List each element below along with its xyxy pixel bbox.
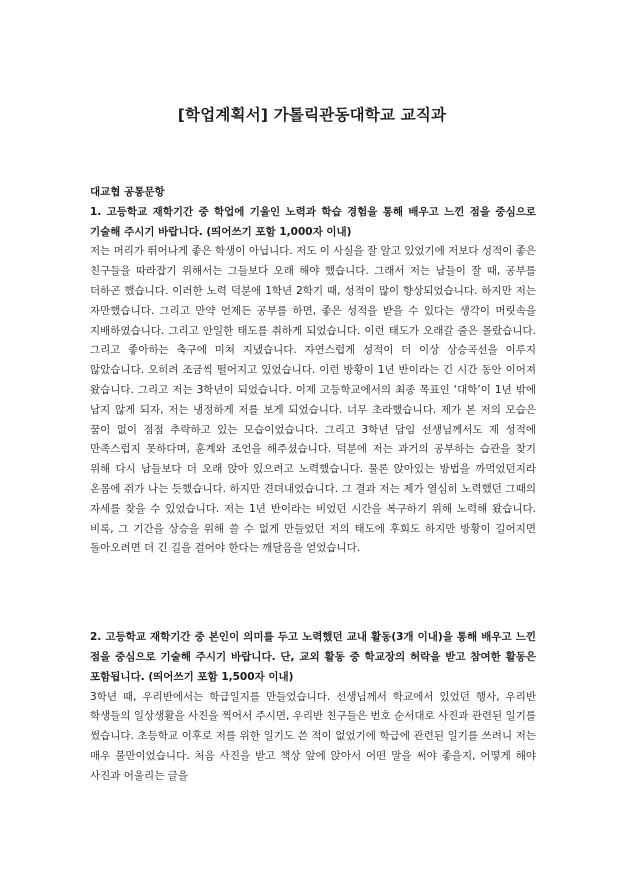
document-title: [학업계획서] 가톨릭관동대학교 교직과 [177, 106, 447, 124]
section-spacer [90, 559, 536, 628]
document-body [90, 183, 536, 787]
answer-1: 저는 머리가 뛰어나게 좋은 학생이 아닙니다. 저도 이 사실을 잘 알고 있었기에 저보다 성적이 좋은 친구들을 따라잡기 위해서는 그들보다 오래 해야 했습니다. 그래서 저는 남들이 잘 때, 공부를 더하곤 했습니다. 이러한 노력 덕분에 1학년 2학기 때, 성적이 많이 향상되었습니다. 하지만 저는 자만했습니다. 그리고 만약 언제든 공부를 하면, 좋은 성적을 받을 수 있다는 생각이 머릿속을 지배하였습니다. 그리고 안일한 태도를 취하게 되었습니다. 이런 태도가 오래갈 줄은 몰랐습니다. 그리고 좋아하는 축구에 미쳐 지냈습니다. 자연스럽게 성적이 더 이상 상승곡선을 이루지 않았습니다. 오히려 조금씩 떨어지고 있었습니다. 이런 방황이 1년 반이라는 긴 시간 동안 이어져 왔습니다. 그리고 저는 3학년이 되었습니다. 이제 고등학교에서의 최종 목표인 ‘대학’이 1년 밖에 남지 않게 되자, 저는 냉정하게 저를 보게 되었습니다. 너무 초라했습니다. 제가 본 저의 모습은 꿈이 없이 점점 추락하고 있는 모습이었습니다. 그리고 3학년 담임 선생님께서도 제 성적에 만족스럽지 못하다며, 훈계와 조언을 해주셨습니다. 덕분에 저는 과거의 공부하는 습관을 찾기 위해 다시 남들보다 더 오래 앉아 있으려고 노력했습니다. 물론 앉아있는 방법을 까먹었던지라 온몸에 쥐가 나는 듯했습니다. 하지만 견뎌내었습니다. 그 결과 저는 제가 열심히 노력했던 그때의 자세를 찾을 수 있었습니다. 저는 1년 반이라는 비었던 시간을 복구하기 위해 노력해 왔습니다. 비록, 그 기간을 상승을 위해 쓸 수 없게 만들었던 저의 태도에 후회도 하지만 방황이 길어지면 돌아오려면 더 긴 길을 걸어야 한다는 깨달음을 얻었습니다. [90, 245, 536, 555]
answer-2: 3학년 때, 우리반에서는 학급일지를 만들었습니다. 선생님께서 학교에서 있었던 행사, 우리반 학생들의 일상생활을 사진을 찍어서 주시면, 우리반 친구들은 번호 순서대로 사진과 관련된 일기를 썼습니다. 초등학교 이후로 저를 위한 일기도 쓴 적이 없었기에 학급에 관련된 일기를 쓰려니 저는 매우 불만이었습니다. 처음 사진을 받고 책상 앞에 앉아서 어떤 말을 써야 좋을지, 어떻게 해야 사진과 어울리는 글을 [90, 690, 536, 782]
question-1: 1. 고등학교 재학기간 중 학업에 기울인 노력과 학습 경험을 통해 배우고 느낀 점을 중심으로 기술해 주시기 바랍니다. (띄어쓰기 포함 1,000자 이내) [90, 205, 536, 238]
common-questions-label: 대교협 공통문항 [90, 186, 165, 198]
question-2: 2. 고등학교 재학기간 중 본인이 의미를 두고 노력했던 교내 활동(3개 이내)을 통해 배우고 느낀 점을 중심으로 기술해 주시기 바랍니다. 단, 교외 활동 중 학교장의 허락을 받고 참여한 활동은 포함됩니다. (띄어쓰기 포함 1,500자 이내) [90, 631, 536, 683]
